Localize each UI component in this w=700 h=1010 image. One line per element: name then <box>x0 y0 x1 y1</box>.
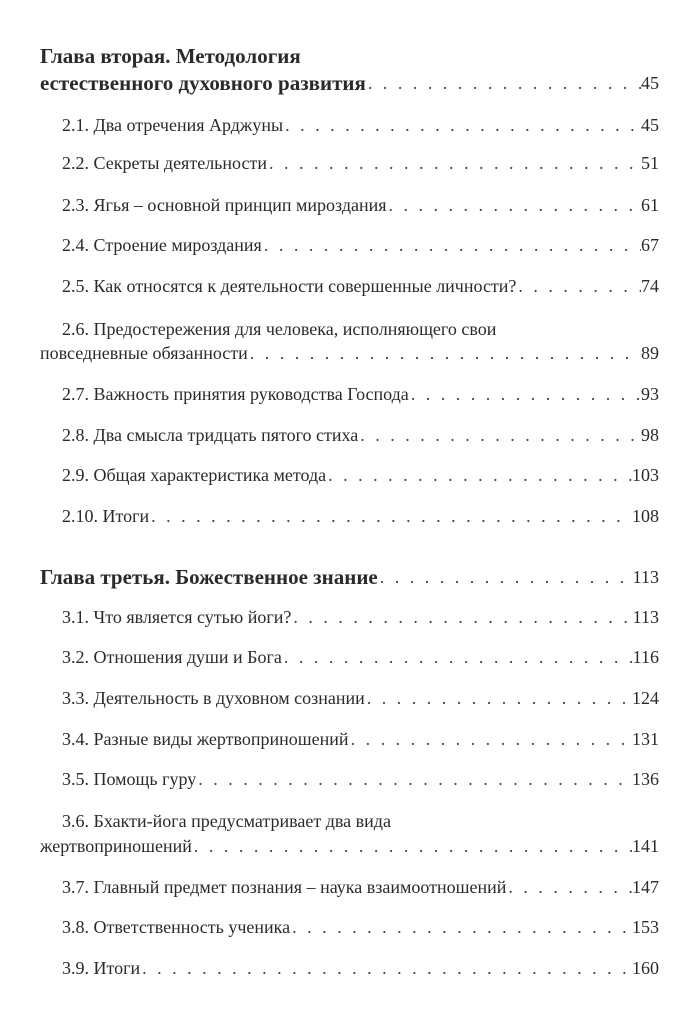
toc-entry-2-6 <box>40 342 659 364</box>
toc-entry-3-1 <box>62 606 659 628</box>
dot-leader <box>282 646 633 668</box>
dot-leader <box>283 114 641 136</box>
toc-entry-3-4 <box>62 728 659 750</box>
dot-leader <box>291 606 632 628</box>
toc-entry-2-5 <box>62 275 659 297</box>
dot-leader <box>262 234 641 256</box>
toc-entry-3-3 <box>62 687 659 709</box>
page-number: 67 <box>641 235 659 255</box>
dot-leader <box>149 505 632 527</box>
entry-label: 3.7. Главный предмет познания – наука взаимоотношений <box>62 877 507 897</box>
dot-leader <box>349 728 632 750</box>
dot-leader <box>196 768 632 790</box>
entry-label: 3.5. Помощь гуру <box>62 769 197 789</box>
toc-entry-2-2 <box>62 152 659 174</box>
dot-leader <box>378 564 633 589</box>
page-number: 124 <box>632 688 659 708</box>
entry-label: 2.10. Итоги <box>62 506 150 526</box>
entry-label: 2.2. Секреты деятельности <box>62 153 267 173</box>
toc-entry-3-5 <box>62 768 659 790</box>
toc-entry-2-6-line-1: 2.6. Предостережения для человека, исполняющего свои <box>62 319 497 339</box>
dot-leader <box>192 835 632 857</box>
toc-entry-chapter-2 <box>40 70 659 95</box>
entry-label: 3.8. Ответственность ученика <box>62 917 291 937</box>
page-number: 136 <box>632 769 659 789</box>
entry-label: 3.2. Отношения души и Бога <box>62 647 282 667</box>
chapter-2-title-line-1: Глава вторая. Методология <box>40 44 301 68</box>
entry-label: 2.4. Строение мироздания <box>62 235 262 255</box>
toc-entry-2-10 <box>62 505 659 527</box>
page-number: 131 <box>632 729 659 749</box>
page-number: 45 <box>641 73 659 93</box>
toc-entry-chapter-3 <box>40 564 659 589</box>
page-number: 113 <box>632 607 659 627</box>
dot-leader <box>248 342 641 364</box>
toc-entry-3-6 <box>40 835 659 857</box>
page-number: 89 <box>641 343 659 363</box>
dot-leader <box>387 194 641 216</box>
toc-entry-3-2 <box>62 646 659 668</box>
page-number: 141 <box>632 836 659 856</box>
dot-leader <box>365 687 632 709</box>
page-number: 74 <box>641 276 659 296</box>
toc-entry-2-9 <box>62 464 659 486</box>
entry-label: 2.9. Общая характеристика метода <box>62 465 327 485</box>
toc-entry-3-6-line-1: 3.6. Бхакти-йога предусматривает два вида <box>62 811 391 831</box>
entry-label: 3.4. Разные виды жертвоприношений <box>62 729 349 749</box>
entry-label: 3.1. Что является сутью йоги? <box>62 607 292 627</box>
dot-leader <box>140 957 632 979</box>
entry-label: 3.3. Деятельность в духовном сознании <box>62 688 365 708</box>
entry-label: 2.7. Важность принятия руководства Господа <box>62 384 409 404</box>
entry-label: 2.1. Два отречения Арджуны <box>62 115 284 135</box>
toc-entry-3-9 <box>62 957 659 979</box>
toc-entry-2-3 <box>62 194 659 216</box>
page-number: 93 <box>641 384 659 404</box>
entry-label: 2.3. Ягья – основной принцип мироздания <box>62 195 387 215</box>
entry-label: 2.5. Как относятся к деятельности совершенные личности? <box>62 276 517 296</box>
toc-entry-2-8 <box>62 424 659 446</box>
page-number: 153 <box>632 917 659 937</box>
dot-leader <box>506 876 632 898</box>
page-number: 45 <box>641 115 659 135</box>
chapter-2-title-line-2: естественного духовного развития <box>40 71 366 95</box>
dot-leader <box>366 70 641 95</box>
page-number: 160 <box>632 958 659 978</box>
dot-leader <box>358 424 641 446</box>
dot-leader <box>326 464 632 486</box>
page-number: 147 <box>632 877 659 897</box>
page-number: 51 <box>641 153 659 173</box>
page-number: 113 <box>632 567 659 587</box>
page-number: 61 <box>641 195 659 215</box>
page-number: 116 <box>632 647 659 667</box>
dot-leader <box>267 152 641 174</box>
entry-label: 2.8. Два смысла тридцать пятого стиха <box>62 425 359 445</box>
page-number: 98 <box>641 425 659 445</box>
entry-label: повседневные обязанности <box>40 343 248 363</box>
dot-leader <box>409 383 641 405</box>
entry-label: жертвоприношений <box>40 836 192 856</box>
toc-entry-2-1 <box>62 114 659 136</box>
toc-entry-2-7 <box>62 383 659 405</box>
dot-leader <box>516 275 641 297</box>
toc-entry-2-4 <box>62 234 659 256</box>
page-number: 108 <box>632 506 659 526</box>
dot-leader <box>290 916 632 938</box>
toc-entry-3-8 <box>62 916 659 938</box>
entry-label: 3.9. Итоги <box>62 958 141 978</box>
toc-entry-3-7 <box>62 876 659 898</box>
page-number: 103 <box>632 465 659 485</box>
chapter-3-title: Глава третья. Божественное знание <box>40 565 378 589</box>
